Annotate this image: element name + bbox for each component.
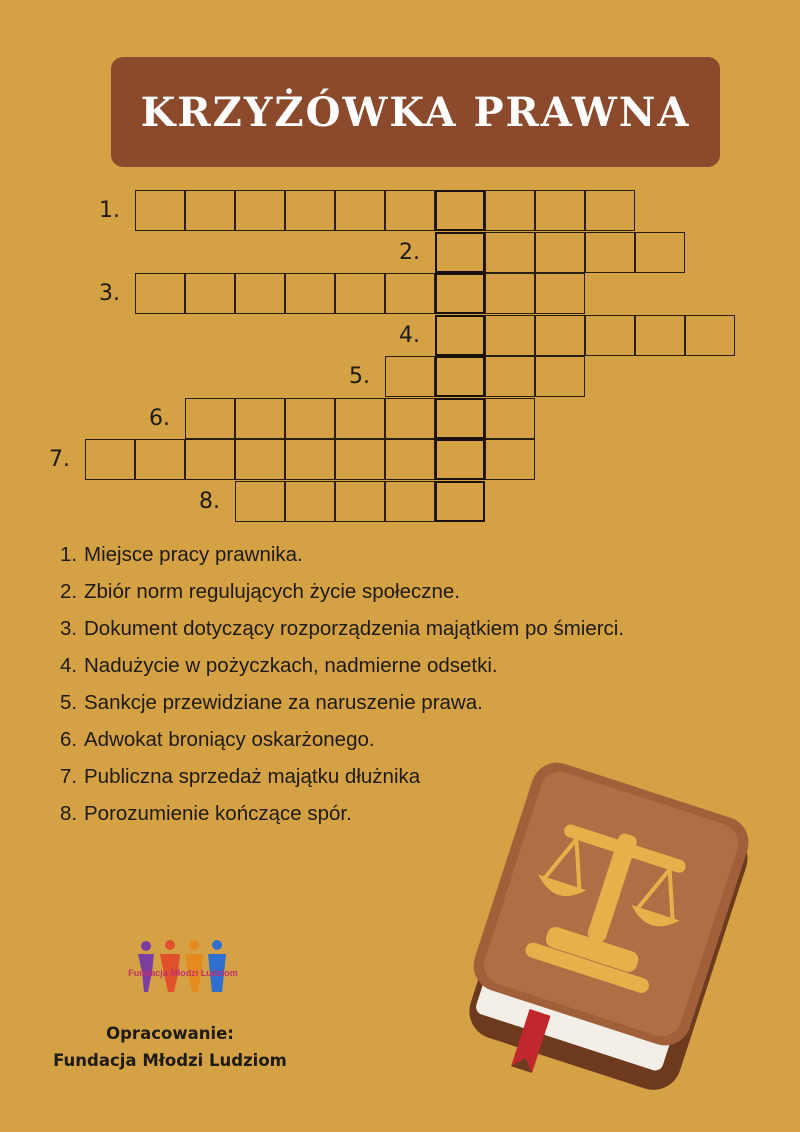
grid-cell[interactable] [485, 398, 535, 439]
credit-author: Fundacja Młodzi Ludziom [53, 1051, 287, 1070]
grid-cell[interactable] [235, 190, 285, 231]
grid-cell[interactable] [635, 315, 685, 356]
clue-text: Zbiór norm regulujących życie społeczne. [84, 580, 460, 603]
clue-text: Adwokat broniący oskarżonego. [84, 728, 375, 751]
grid-cell[interactable] [485, 356, 535, 397]
grid-cell[interactable] [685, 315, 735, 356]
grid-cell[interactable] [135, 273, 185, 314]
clue-number: 2. [60, 580, 78, 603]
clue-number: 7. [60, 765, 78, 788]
clue-item [60, 575, 720, 608]
grid-cell[interactable] [585, 232, 635, 273]
grid-cell[interactable] [135, 190, 185, 231]
grid-cell[interactable] [335, 398, 385, 439]
key-cell[interactable] [435, 481, 485, 522]
grid-cell[interactable] [185, 190, 235, 231]
clue-item [60, 612, 720, 645]
grid-cell[interactable] [185, 273, 235, 314]
grid-cell[interactable] [385, 356, 435, 397]
clue-text: Nadużycie w pożyczkach, nadmierne odsetki. [84, 654, 498, 677]
row-number: 4. [399, 322, 420, 348]
clue-item [60, 538, 720, 571]
row-number: 1. [99, 198, 120, 223]
grid-cell[interactable] [585, 190, 635, 231]
clue-text: Dokument dotyczący rozporządzenia majątkiem po śmierci. [84, 617, 625, 640]
grid-cell[interactable] [585, 315, 635, 356]
row-number: 5. [349, 364, 370, 389]
grid-cell[interactable] [485, 190, 535, 231]
clue-number: 5. [60, 691, 78, 714]
grid-cell[interactable] [235, 481, 285, 522]
grid-cell[interactable] [335, 190, 385, 231]
grid-cell[interactable] [385, 273, 435, 314]
grid-cell[interactable] [485, 439, 535, 480]
grid-cell[interactable] [485, 273, 535, 314]
grid-cell[interactable] [535, 315, 585, 356]
key-cell[interactable] [435, 273, 485, 314]
grid-cell[interactable] [335, 273, 385, 314]
row-number: 2. [399, 239, 420, 265]
grid-cell[interactable] [235, 273, 285, 314]
row-number: 3. [99, 281, 120, 306]
grid-cell[interactable] [535, 232, 585, 273]
grid-cell[interactable] [185, 439, 235, 480]
clue-item [60, 649, 720, 682]
grid-cell[interactable] [285, 481, 335, 522]
credit-block [40, 1020, 300, 1074]
clue-text: Miejsce pracy prawnika. [84, 543, 303, 566]
grid-cell[interactable] [185, 398, 235, 439]
clue-number: 6. [60, 728, 78, 751]
grid-cell[interactable] [285, 273, 335, 314]
key-cell[interactable] [435, 439, 485, 480]
grid-cell[interactable] [335, 481, 385, 522]
logo-text: Fundacja Młodzi Ludziom [128, 968, 238, 978]
grid-cell[interactable] [535, 273, 585, 314]
grid-cell[interactable] [535, 356, 585, 397]
clue-item [60, 686, 720, 719]
clue-text: Publiczna sprzedaż majątku dłużnika [84, 765, 421, 788]
grid-cell[interactable] [535, 190, 585, 231]
row-number: 6. [149, 405, 170, 431]
key-cell[interactable] [435, 356, 485, 397]
grid-cell[interactable] [635, 232, 685, 273]
law-book-icon [440, 760, 780, 1100]
clue-number: 3. [60, 617, 78, 640]
grid-cell[interactable] [385, 481, 435, 522]
clue-number: 1. [60, 543, 78, 566]
clue-text: Porozumienie kończące spór. [84, 802, 352, 825]
clue-number: 8. [60, 802, 78, 825]
grid-cell[interactable] [285, 190, 335, 231]
grid-cell[interactable] [485, 315, 535, 356]
key-cell[interactable] [435, 315, 485, 356]
key-cell[interactable] [435, 232, 485, 273]
foundation-logo-icon [128, 936, 238, 996]
key-cell[interactable] [435, 190, 485, 231]
grid-cell[interactable] [235, 398, 285, 439]
grid-cell[interactable] [235, 439, 285, 480]
crossword-grid [0, 0, 800, 540]
grid-cell[interactable] [385, 398, 435, 439]
credit-label: Opracowanie: [106, 1024, 234, 1043]
grid-cell[interactable] [485, 232, 535, 273]
clue-item [60, 723, 720, 756]
grid-cell[interactable] [285, 439, 335, 480]
page-title: KRZYŻÓWKA PRAWNA [140, 88, 691, 136]
key-cell[interactable] [435, 398, 485, 439]
grid-cell[interactable] [385, 190, 435, 231]
clue-number: 4. [60, 654, 78, 677]
logo-figures [138, 940, 226, 992]
grid-cell[interactable] [385, 439, 435, 480]
grid-cell[interactable] [85, 439, 135, 480]
grid-cell[interactable] [135, 439, 185, 480]
row-number: 7. [49, 447, 70, 472]
grid-cell[interactable] [285, 398, 335, 439]
grid-cell[interactable] [335, 439, 385, 480]
row-number: 8. [199, 488, 220, 514]
clue-text: Sankcje przewidziane za naruszenie prawa. [84, 691, 483, 714]
